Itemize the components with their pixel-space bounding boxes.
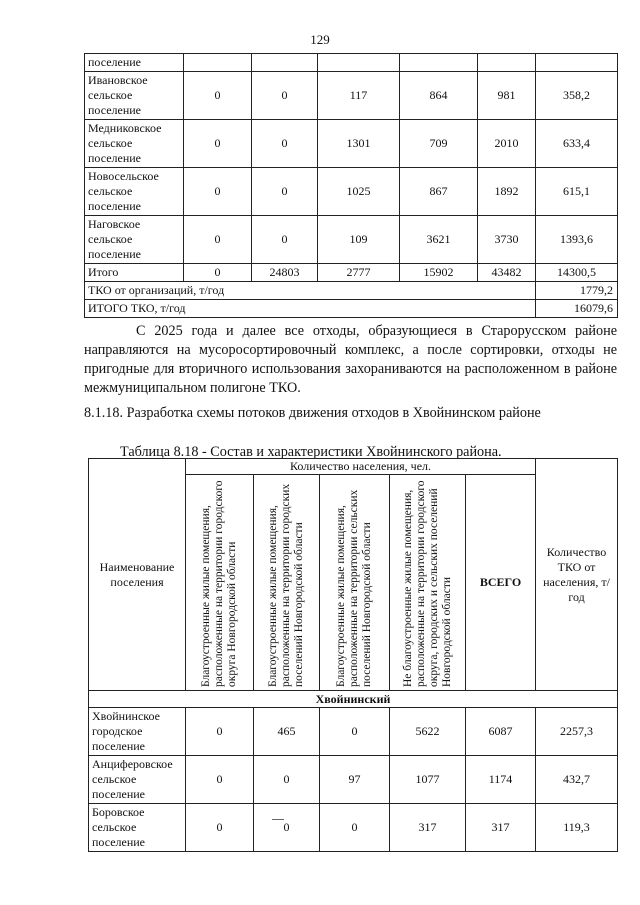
cell: 1025 xyxy=(318,168,400,216)
cell: 0 xyxy=(320,708,390,756)
cell: 15902 xyxy=(400,264,478,282)
table-staraya-russa-continuation xyxy=(84,53,618,318)
header-row xyxy=(89,459,618,475)
cell: 1077 xyxy=(390,756,466,804)
cell: 867 xyxy=(400,168,478,216)
cell: 358,2 xyxy=(536,72,618,120)
cell: 0 xyxy=(186,804,254,852)
table-row xyxy=(85,168,618,216)
cell: 3621 xyxy=(400,216,478,264)
header-col1: Благоустроенные жилые помещения, расположенные на территории городского округа Новгородской области xyxy=(200,479,238,687)
header-name: Наименование поселения xyxy=(89,459,186,691)
cell: 0 xyxy=(186,756,254,804)
cell: 432,7 xyxy=(536,756,618,804)
header-col2: Благоустроенные жилые помещения, расположенные на территории городских поселений Новгородской области xyxy=(267,483,305,687)
cell: 0 xyxy=(252,168,318,216)
row-name-fragment: поселение xyxy=(85,54,184,72)
cell: 0 xyxy=(184,120,252,168)
header-col3: Благоустроенные жилые помещения, расположенные на территории сельских поселений Новгородской области xyxy=(335,489,373,687)
cell: 615,1 xyxy=(536,168,618,216)
table-row xyxy=(89,804,618,852)
district-name: Хвойнинский xyxy=(89,691,618,708)
table-row xyxy=(85,120,618,168)
cell: 0 xyxy=(184,216,252,264)
row-name: Медниковское сельское поселение xyxy=(85,120,184,168)
header-tko: Количество ТКО от населения, т/год xyxy=(536,459,618,691)
grand-total-label: ИТОГО ТКО, т/год xyxy=(85,300,536,318)
cell: 1892 xyxy=(478,168,536,216)
table-caption: Таблица 8.18 - Состав и характеристики Хвойнинского района. xyxy=(120,444,502,460)
cell: 5622 xyxy=(390,708,466,756)
cell: 2777 xyxy=(318,264,400,282)
cell: 633,4 xyxy=(536,120,618,168)
cell: 3730 xyxy=(478,216,536,264)
header-col4: Не благоустроенные жилые помещения, расположенные на территории городского округа, городских и сельских поселений Новгородской области xyxy=(401,479,453,687)
row-name: Боровское сельское поселение xyxy=(89,804,186,852)
cell: 109 xyxy=(318,216,400,264)
cell: 0 xyxy=(252,72,318,120)
row-name: Ивановское сельское поселение xyxy=(85,72,184,120)
row-name: Итого xyxy=(85,264,184,282)
grand-total-value: 16079,6 xyxy=(536,300,618,318)
section-heading: 8.1.18. Разработка схемы потоков движения отходов в Хвойнинском районе xyxy=(84,405,541,421)
cell: 317 xyxy=(390,804,466,852)
header-population-group: Количество населения, чел. xyxy=(186,459,536,475)
cell: 317 xyxy=(466,804,536,852)
cell: 97 xyxy=(320,756,390,804)
cell: 465 xyxy=(254,708,320,756)
pencil-mark xyxy=(272,819,284,820)
cell: 119,3 xyxy=(536,804,618,852)
row-name: Новосельское сельское поселение xyxy=(85,168,184,216)
table-row-org xyxy=(85,282,618,300)
org-value: 1779,2 xyxy=(536,282,618,300)
district-row xyxy=(89,691,618,708)
cell: 864 xyxy=(400,72,478,120)
cell: 1393,6 xyxy=(536,216,618,264)
table-row-grand-total xyxy=(85,300,618,318)
cell: 0 xyxy=(252,120,318,168)
table-row xyxy=(85,216,618,264)
header-total: ВСЕГО xyxy=(466,475,536,691)
table-row xyxy=(89,708,618,756)
row-name: Хвойнинское городское поселение xyxy=(89,708,186,756)
cell: 117 xyxy=(318,72,400,120)
cell: 709 xyxy=(400,120,478,168)
cell: 43482 xyxy=(478,264,536,282)
cell: 0 xyxy=(184,264,252,282)
table-row-total xyxy=(85,264,618,282)
table-row xyxy=(89,756,618,804)
cell: 1174 xyxy=(466,756,536,804)
cell: 2010 xyxy=(478,120,536,168)
cell: 24803 xyxy=(252,264,318,282)
cell: 6087 xyxy=(466,708,536,756)
cell: 2257,3 xyxy=(536,708,618,756)
row-name: Наговское сельское поселение xyxy=(85,216,184,264)
cell: 0 xyxy=(254,756,320,804)
cell: 14300,5 xyxy=(536,264,618,282)
cell: 0 xyxy=(254,804,320,852)
row-name: Анциферовское сельское поселение xyxy=(89,756,186,804)
table-khvoyninsky xyxy=(88,458,618,852)
paragraph: С 2025 года и далее все отходы, образующиеся в Старорусском районе направляются на мусоросортировочный комплекс, а после сортировки, отходы не пригодные для вторичного использования захораниваются на расположенном в районе межмуниципальном полигоне ТКО. xyxy=(84,323,617,396)
org-label: ТКО от организаций, т/год xyxy=(85,282,536,300)
cell: 981 xyxy=(478,72,536,120)
cell: 0 xyxy=(252,216,318,264)
table-row xyxy=(85,54,618,72)
cell: 0 xyxy=(186,708,254,756)
page-number: 129 xyxy=(310,32,330,47)
table-row xyxy=(85,72,618,120)
cell: 0 xyxy=(184,168,252,216)
cell: 0 xyxy=(184,72,252,120)
cell: 1301 xyxy=(318,120,400,168)
cell: 0 xyxy=(320,804,390,852)
